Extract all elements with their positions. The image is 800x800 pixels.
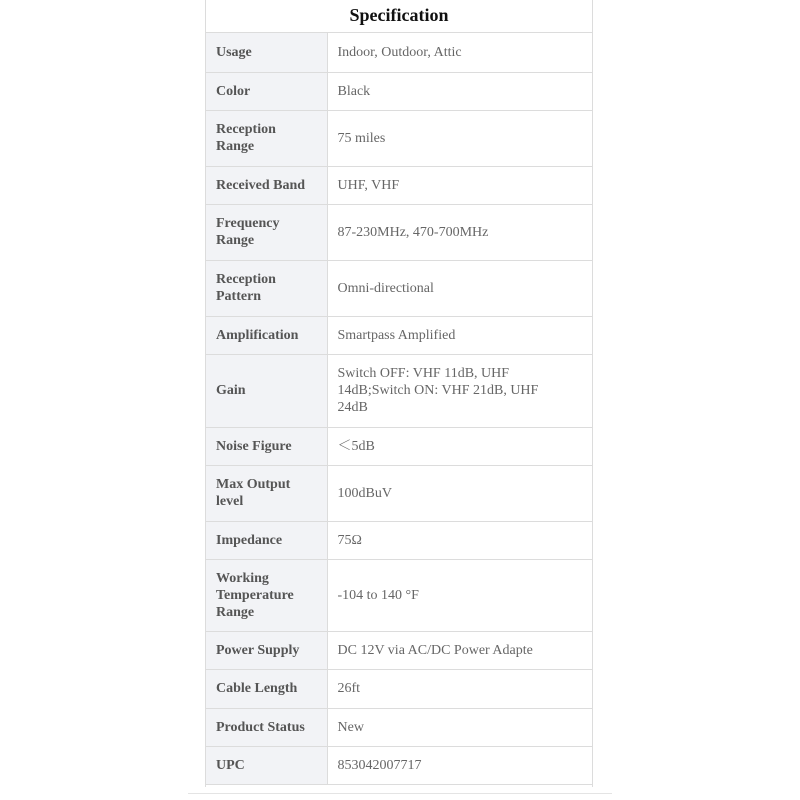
spec-value: -104 to 140 °F	[327, 559, 592, 631]
spec-label: Power Supply	[206, 631, 327, 669]
spec-row-frequency-range	[206, 204, 592, 260]
spec-label: Working Temperature Range	[206, 559, 327, 631]
spec-row-power-supply	[206, 631, 592, 669]
spec-label: Reception Range	[206, 110, 327, 166]
spec-table	[206, 33, 592, 785]
spec-row-impedance	[206, 521, 592, 559]
spec-label: Noise Figure	[206, 427, 327, 465]
spec-value: 26ft	[327, 669, 592, 708]
spec-value: Black	[327, 72, 592, 110]
spec-value: ＜5dB	[327, 427, 592, 465]
spec-row-upc	[206, 746, 592, 784]
spec-row-usage	[206, 33, 592, 72]
spec-value: 87-230MHz, 470-700MHz	[327, 204, 592, 260]
spec-value: UHF, VHF	[327, 166, 592, 204]
spec-label: Frequency Range	[206, 204, 327, 260]
spec-row-noise-figure	[206, 427, 592, 465]
specification-panel	[205, 0, 593, 787]
spec-row-gain	[206, 354, 592, 427]
spec-row-product-status	[206, 708, 592, 746]
spec-row-received-band	[206, 166, 592, 204]
spec-value: Omni-directional	[327, 260, 592, 316]
spec-row-color	[206, 72, 592, 110]
spec-label: Gain	[206, 354, 327, 427]
spec-value: DC 12V via AC/DC Power Adapte	[327, 631, 592, 669]
spec-label: Received Band	[206, 166, 327, 204]
spec-row-amplification	[206, 316, 592, 354]
spec-value: 853042007717	[327, 746, 592, 784]
spec-row-cable-length	[206, 669, 592, 708]
spec-label: Impedance	[206, 521, 327, 559]
spec-label: Cable Length	[206, 669, 327, 708]
spec-label: Max Output level	[206, 465, 327, 521]
spec-value: 75 miles	[327, 110, 592, 166]
spec-value: Indoor, Outdoor, Attic	[327, 33, 592, 72]
spec-label: Amplification	[206, 316, 327, 354]
spec-label: UPC	[206, 746, 327, 784]
bottom-divider	[188, 793, 612, 794]
spec-title: Specification	[206, 0, 592, 33]
spec-label: Product Status	[206, 708, 327, 746]
spec-value: 100dBuV	[327, 465, 592, 521]
spec-value: Smartpass Amplified	[327, 316, 592, 354]
spec-row-max-output-level	[206, 465, 592, 521]
spec-row-reception-pattern	[206, 260, 592, 316]
spec-label: Color	[206, 72, 327, 110]
spec-value: 75Ω	[327, 521, 592, 559]
spec-row-working-temperature-range	[206, 559, 592, 631]
spec-value: New	[327, 708, 592, 746]
spec-label: Reception Pattern	[206, 260, 327, 316]
spec-row-reception-range	[206, 110, 592, 166]
spec-value: Switch OFF: VHF 11dB, UHF 14dB;Switch ON: VHF 21dB, UHF 24dB	[327, 354, 592, 427]
spec-label: Usage	[206, 33, 327, 72]
